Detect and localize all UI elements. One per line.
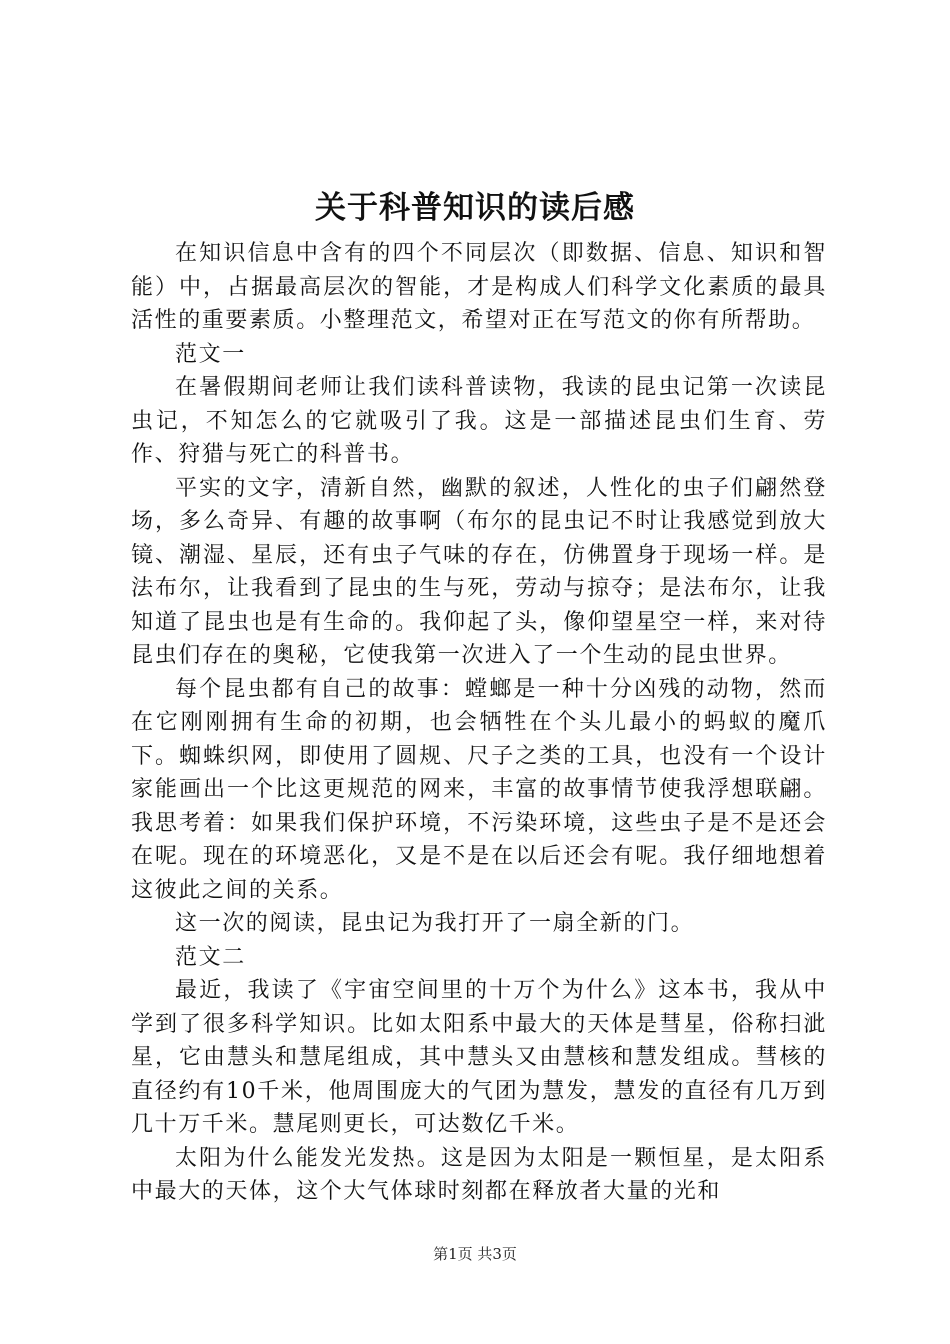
paragraph: 在暑假期间老师让我们读科普读物，我读的昆虫记第一次读昆虫记，不知怎么的它就吸引了我。这是一部描述昆虫们生育、劳作、狩猎与死亡的科普书。	[131, 375, 827, 467]
paragraph: 每个昆虫都有自己的故事：螳螂是一种十分凶残的动物，然而在它刚刚拥有生命的初期，也会牺牲在个头儿最小的蚂蚁的魔爪下。蜘蛛织网，即使用了圆规、尺子之类的工具，也没有一个设计家能画出一个比这更规范的网来，丰富的故事情节使我浮想联翩。我思考着：如果我们保护环境，不污染环境，这些虫子是不是还会在呢。现在的环境恶化，又是不是在以后还会有呢。我仔细地想着这彼此之间的关系。	[131, 676, 827, 903]
paragraph: 这一次的阅读，昆虫记为我打开了一扇全新的门。	[175, 911, 695, 936]
paragraph: 最近，我读了《宇宙空间里的十万个为什么》这本书，我从中学到了很多科学知识。比如太阳系中最大的天体是彗星，俗称扫泚星，它由慧头和慧尾组成，其中慧头又由慧核和慧发组成。彗核的直径约有10千米，他周围庞大的气团为慧发，慧发的直径有几万到几十万千米。慧尾则更长，可达数亿千米。	[131, 978, 827, 1137]
paragraph: 平实的文字，清新自然，幽默的叙述，人性化的虫子们翩然登场，多么奇异、有趣的故事啊（布尔的昆虫记不时让我感觉到放大镜、潮湿、星辰，还有虫子气味的存在，仿佛置身于现场一样。是法布尔，让我看到了昆虫的生与死，劳动与掠夺；是法布尔，让我知道了昆虫也是有生命的。我仰起了头，像仰望星空一样，来对待昆虫们存在的奥秘，它使我第一次进入了一个生动的昆虫世界。	[131, 475, 827, 668]
document-body	[131, 237, 827, 1209]
paragraph-intro: 在知识信息中含有的四个不同层次（即数据、信息、知识和智能）中，占据最高层次的智能，才是构成人们科学文化素质的最具活性的重要素质。小整理范文，希望对正在写范文的你有所帮助。	[131, 241, 827, 333]
document-title: 关于科普知识的读后感	[315, 190, 635, 226]
paragraph: 太阳为什么能发光发热。这是因为太阳是一颗恒星，是太阳系中最大的天体，这个大气体球时刻都在释放者大量的光和	[131, 1145, 827, 1204]
section-heading-2: 范文二	[175, 944, 246, 970]
section-heading-1: 范文一	[175, 341, 246, 367]
page-footer: 第1页 共3页	[433, 1245, 517, 1263]
